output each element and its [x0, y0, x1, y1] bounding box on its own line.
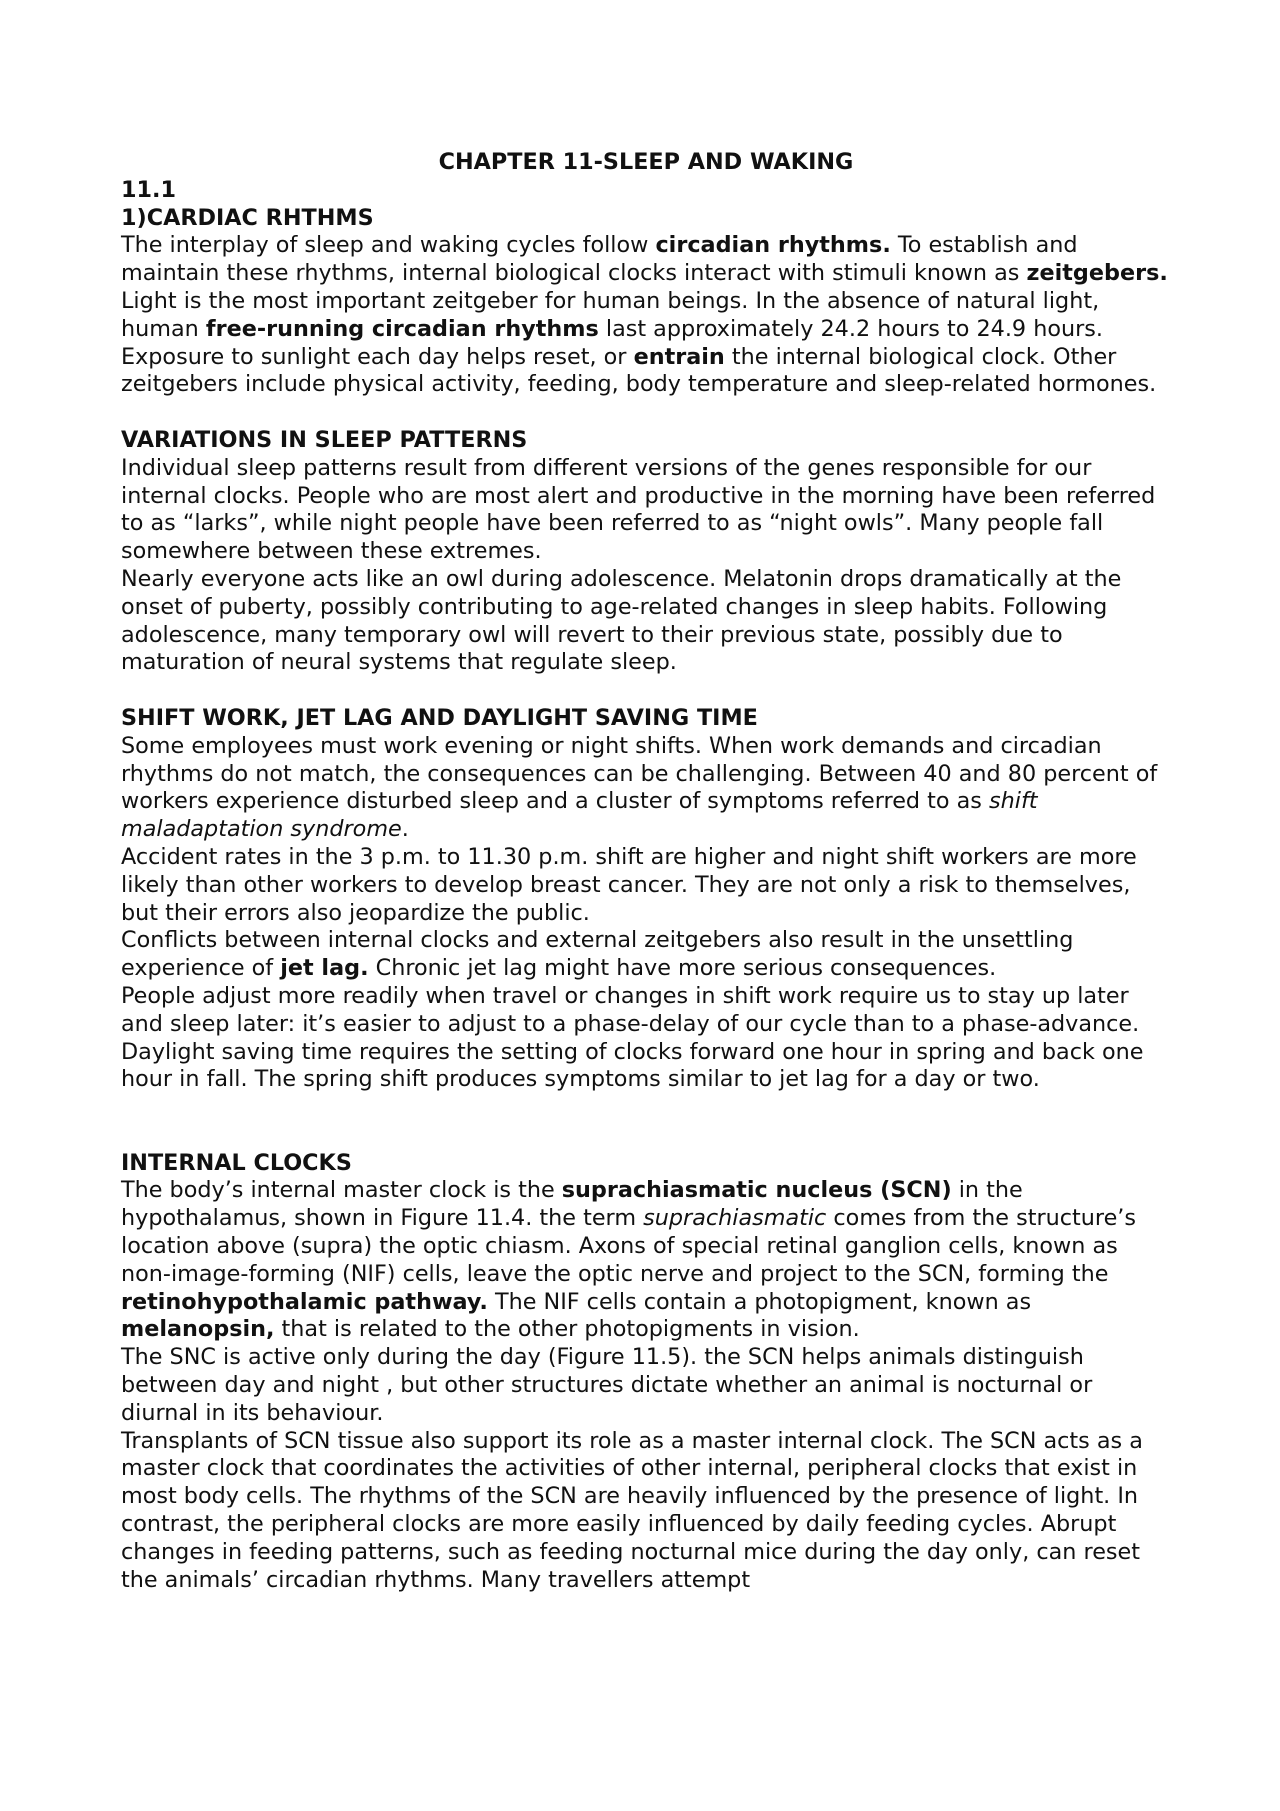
term-free-running-rhythms: free-running circadian rhythms — [205, 315, 599, 342]
term-melanopsin: melanopsin, — [121, 1316, 275, 1343]
paragraph-shift-work: Some employees must work evening or night shifts. When work demands and circadian rhythms do not match, the consequences can be challenging. Between 40 and 80 percent of workers experience disturbed sleep and a cluster of symptoms referred to as shift maladaptation syndrome. — [121, 732, 1158, 843]
term-scn: suprachiasmatic nucleus (SCN) — [561, 1177, 952, 1204]
term-circadian-rhythms: circadian rhythms. — [655, 232, 891, 259]
term-jet-lag: jet lag. — [280, 955, 369, 982]
heading-sleep-variations: VARIATIONS IN SLEEP PATTERNS — [121, 426, 528, 453]
term-shift-maladaptation: shift maladaptation syndrome — [121, 788, 1038, 843]
chapter-title: CHAPTER 11-SLEEP AND WAKING — [438, 149, 854, 175]
paragraph-accident-rates: Accident rates in the 3 p.m. to 11.30 p.m. shift are higher and night shift workers are more likely than other workers to develop breast cancer. They are not only a risk to themselves, but their errors also jeopardize the public. — [121, 843, 1137, 926]
paragraph-adolescence: Nearly everyone acts like an owl during adolescence. Melatonin drops dramatically at the onset of puberty, possibly contributing to age-related changes in sleep habits. Following adolescence, many temporary owl will revert to their previous state, possibly due to maturation of neural systems that regulate sleep. — [121, 565, 1122, 676]
paragraph-larks-owls: Individual sleep patterns result from different versions of the genes responsible for our internal clocks. People who are most alert and productive in the morning have been referred to as “larks”, while night people have been referred to as “night owls”. Many people fall somewhere between these extremes. — [121, 454, 1156, 565]
paragraph-transplants: Transplants of SCN tissue also support its role as a master internal clock. The SCN acts as a master clock that coordinates the activities of other internal, peripheral clocks that exist in most body cells. The rhythms of the SCN are heavily influenced by the presence of light. In contrast, the peripheral clocks are more easily influenced by daily feeding cycles. Abrupt changes in feeding patterns, such as feeding nocturnal mice during the day only, can reset the animals’ circadian rhythms. Many travellers attempt — [121, 1427, 1143, 1593]
term-entrain: entrain — [633, 343, 725, 370]
paragraph-circadian-rhythms: The interplay of sleep and waking cycles follow circadian rhythms. To establish and maintain these rhythms, internal biological clocks interact with stimuli known as zeitgebers. Light is the most important zeitgeber for human beings. In the absence of natural light, human free-running circadian rhythms last approximately 24.2 hours to 24.9 hours. Exposure to sunlight each day helps reset, or entrain the internal biological clock. Other zeitgebers include physical activity, feeding, body temperature and sleep-related hormones. — [121, 232, 1168, 398]
heading-shift-work: SHIFT WORK, JET LAG AND DAYLIGHT SAVING TIME — [121, 704, 758, 731]
document-body — [121, 149, 1171, 1594]
term-retinohypothalamic: retinohypothalamic pathway. — [121, 1288, 488, 1315]
term-suprachiasmatic: suprachiasmatic — [643, 1205, 827, 1232]
heading-internal-clocks: INTERNAL CLOCKS — [121, 1149, 352, 1176]
section-number: 11.1 — [121, 176, 177, 203]
paragraph-daylight-saving: Daylight saving time requires the setting of clocks forward one hour in spring and back one hour in fall. The spring shift produces symptoms similar to jet lag for a day or two. — [121, 1038, 1144, 1093]
heading-cardiac-rhythms: 1)CARDIAC RHTHMS — [121, 204, 374, 231]
term-zeitgebers: zeitgebers. — [1026, 260, 1168, 287]
paragraph-snc-day: The SNC is active only during the day (Figure 11.5). the SCN helps animals distinguish between day and night , but other structures dictate whether an animal is nocturnal or diurnal in its behaviour. — [121, 1344, 1093, 1426]
paragraph-jet-lag: Conflicts between internal clocks and external zeitgebers also result in the unsettling experience of jet lag. Chronic jet lag might have more serious consequences. — [121, 927, 1074, 982]
paragraph-scn: The body’s internal master clock is the suprachiasmatic nucleus (SCN) in the hypothalamus, shown in Figure 11.4. the term suprachiasmatic comes from the structure’s location above (supra) the optic chiasm. Axons of special retinal ganglion cells, known as non-image-forming (NIF) cells, leave the optic nerve and project to the SCN, forming the retinohypothalamic pathway. The NIF cells contain a photopigment, known as melanopsin, that is related to the other photopigments in vision. — [121, 1177, 1137, 1343]
paragraph-phase-delay: People adjust more readily when travel or changes in shift work require us to stay up later and sleep later: it’s easier to adjust to a phase-delay of our cycle than to a phase-advance. — [121, 982, 1140, 1037]
